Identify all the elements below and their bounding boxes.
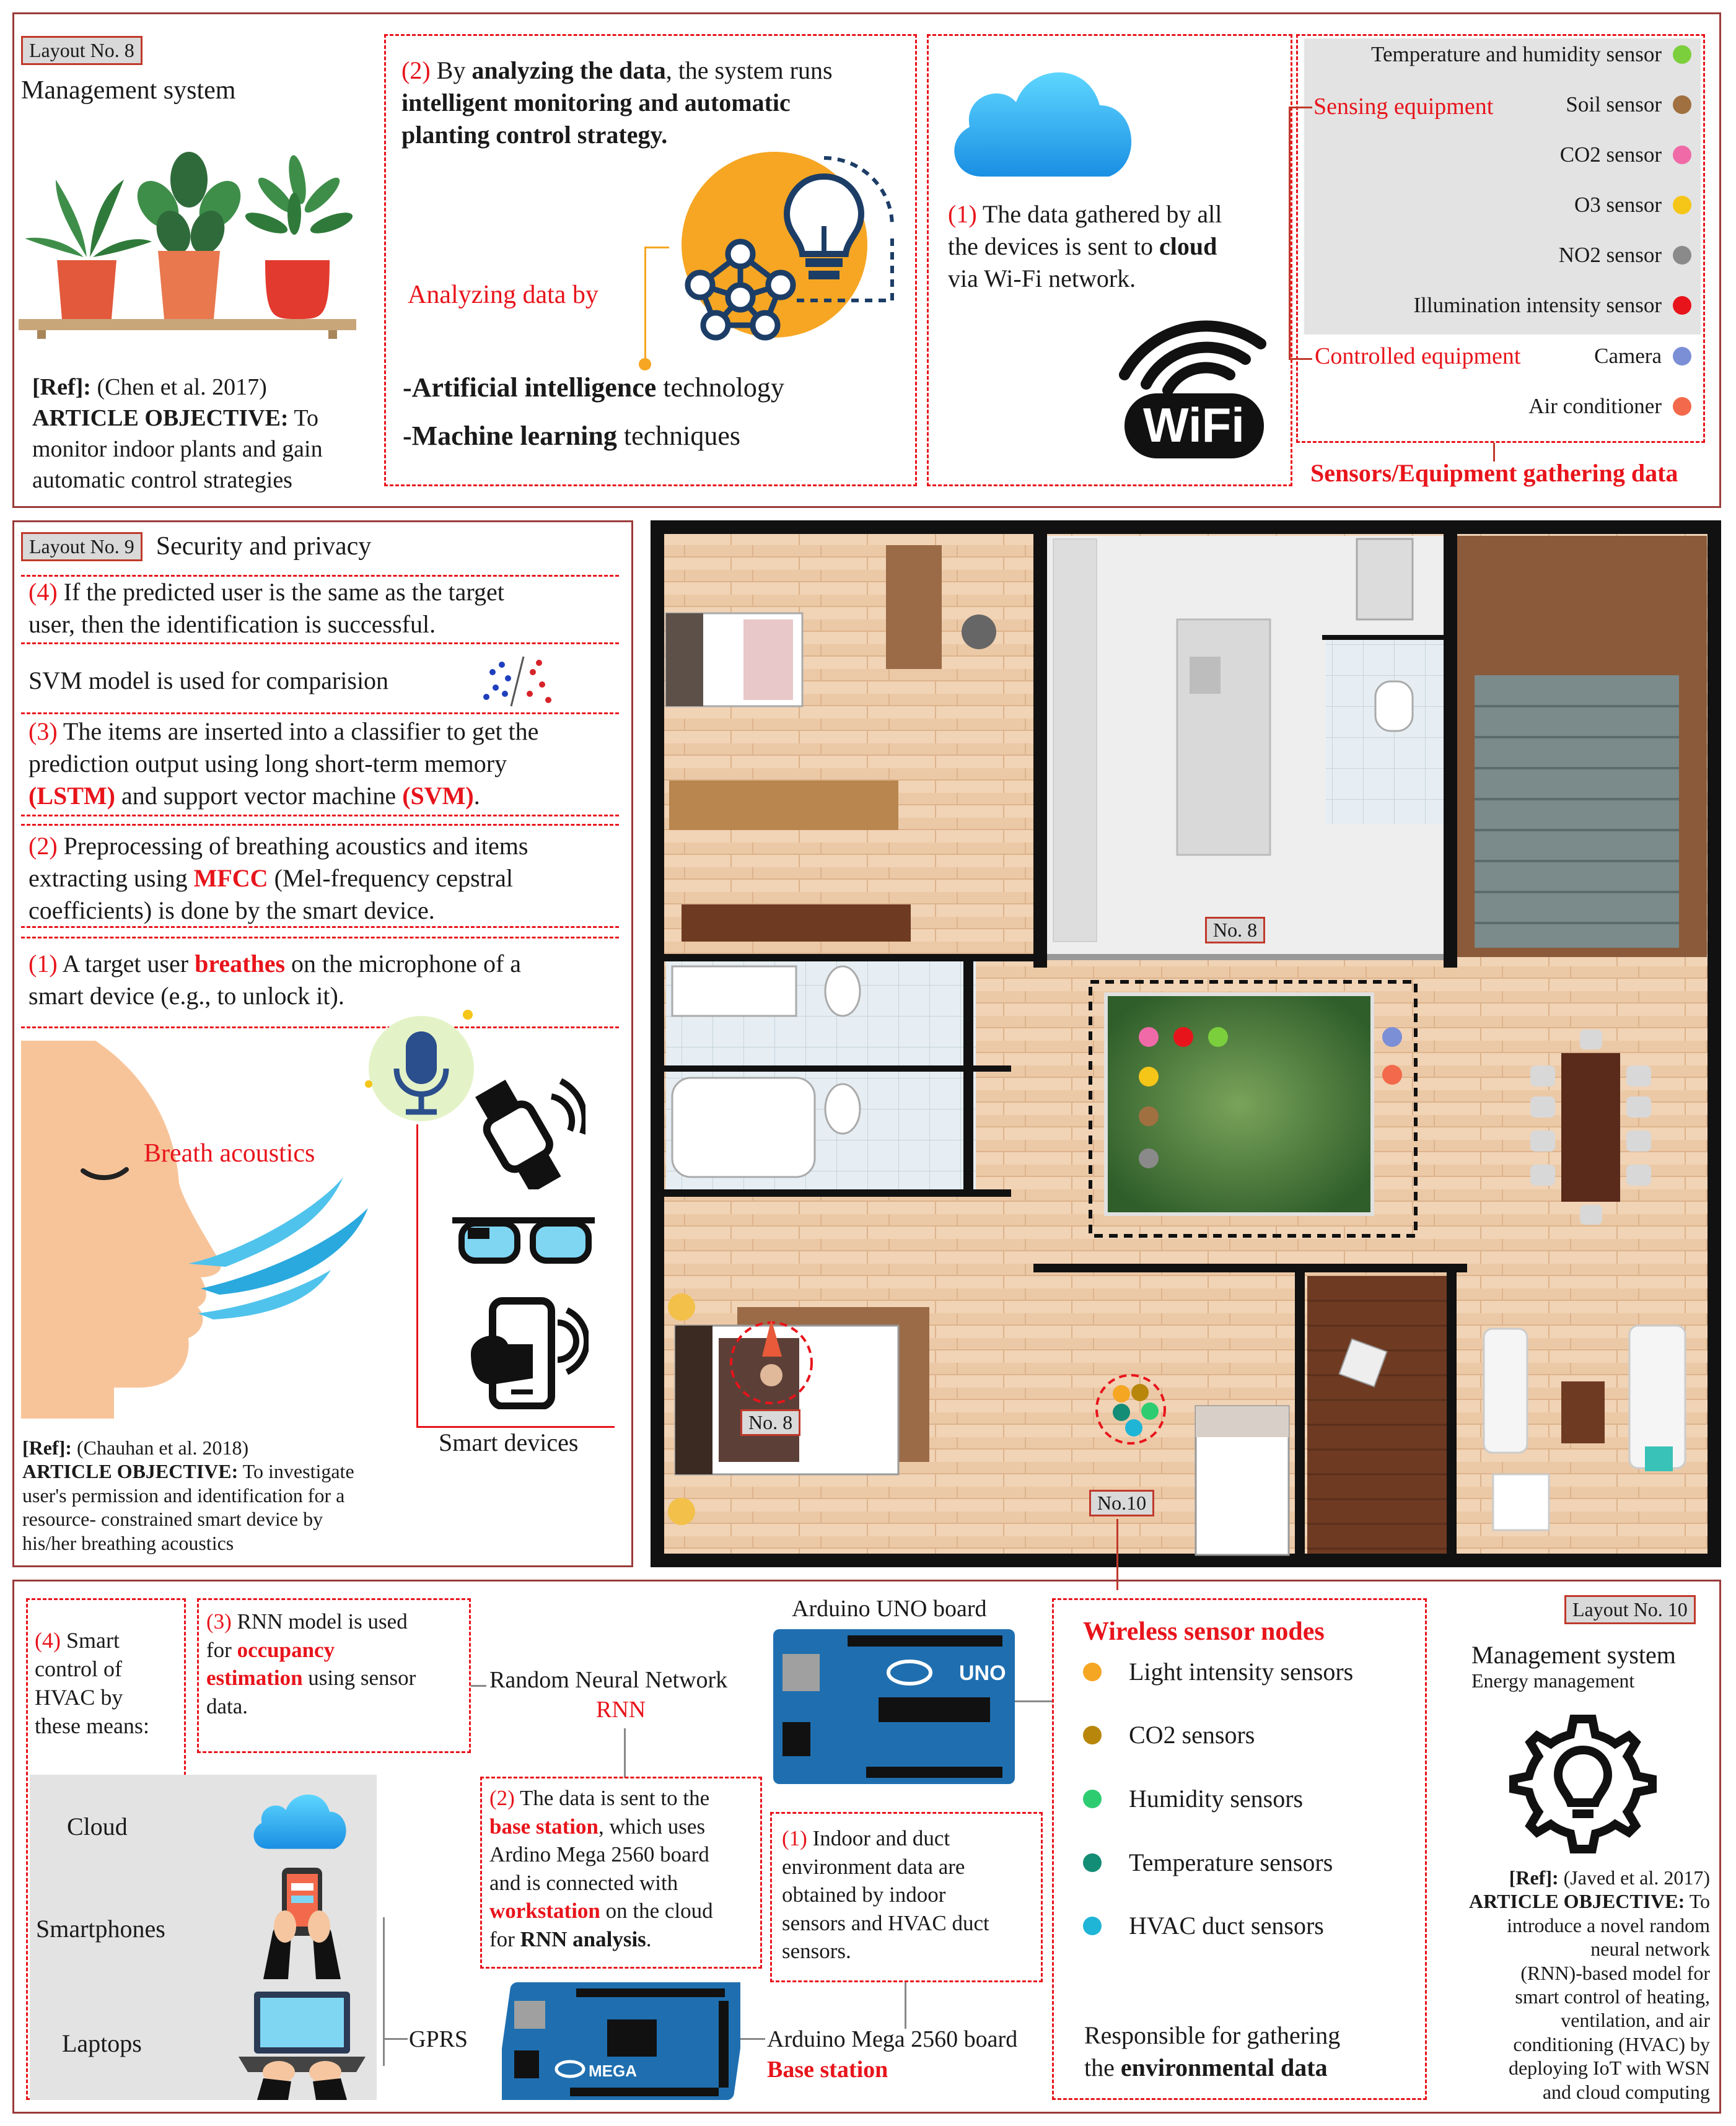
- layout10-s1-c: obtained by indoor: [782, 1883, 946, 1907]
- floorplan-label-kitchen: No. 8: [1205, 917, 1265, 943]
- base-station-label: Base station: [767, 2057, 888, 2083]
- layout9-s2-c: coefficients) is done by the smart device.: [28, 896, 435, 924]
- layout8-step1: [948, 198, 1282, 295]
- chair-top: [962, 615, 996, 649]
- layout10-step4: [35, 1626, 149, 1740]
- face-illustration: [21, 1041, 393, 1425]
- layout10-ref: [1444, 1866, 1710, 2104]
- sensing-equipment-label: Sensing equipment: [1313, 94, 1494, 120]
- layout10-system-title: Management system: [1471, 1641, 1676, 1669]
- layout10-ref-text: (Javed et al. 2017): [1563, 1866, 1710, 1889]
- layout8-step1-num: (1): [948, 200, 977, 228]
- wsn-resp-env: environmental data: [1120, 2054, 1328, 2081]
- layout10-s2-b: , which uses: [598, 1814, 706, 1839]
- layout10-ref-label: [Ref]:: [1509, 1866, 1559, 1889]
- means-bracket: [383, 1917, 385, 2066]
- layout9-objective-b: user's permission and identification for a: [22, 1484, 345, 1507]
- layout10-s3-occupancy: occupancy: [237, 1637, 335, 1662]
- bathtub: [672, 1078, 815, 1177]
- toilet-2: [825, 1084, 860, 1134]
- tech-1-bold: -Artificial intelligence: [403, 372, 657, 403]
- layout9-s1-breathes: breathes: [195, 950, 286, 978]
- connector-analyzing-h: [644, 247, 669, 248]
- layout9-s3-b: prediction output using long short-term memory: [28, 750, 507, 777]
- breath-acoustics-label: Breath acoustics: [144, 1139, 315, 1168]
- pot-3: [265, 260, 330, 319]
- sensors-bracket: [1289, 107, 1291, 359]
- node-dot-humidity: [1141, 1402, 1159, 1420]
- wsn-name-2: CO2 sensors: [1129, 1721, 1255, 1749]
- wardrobe: [669, 781, 898, 830]
- layout9-s2-b1: extracting using: [28, 864, 194, 892]
- sensor-row-5: [1559, 243, 1691, 268]
- wsn-name-1: Light intensity sensors: [1129, 1658, 1354, 1686]
- gprs-label: GPRS: [409, 2026, 468, 2052]
- layout10-objective-d: (RNN)-based model for: [1520, 1961, 1710, 1984]
- dark-wood-room: [1307, 1276, 1456, 1555]
- layout8-step2-a: By: [436, 56, 472, 84]
- node-dot-temperature: [1113, 1404, 1130, 1421]
- sensor-name-1: Temperature and humidity sensor: [1371, 42, 1662, 66]
- plants-illustration: [19, 142, 366, 341]
- tech-2: [403, 420, 740, 452]
- layout9-s1-num: (1): [28, 950, 58, 978]
- layout10-system-sub: Energy management: [1471, 1669, 1635, 1692]
- sensor-name-6: Illumination intensity sensor: [1413, 293, 1662, 317]
- sensors-bracket-bottom: [1289, 358, 1312, 360]
- layout10-s1-num: (1): [782, 1826, 807, 1850]
- layout9-ref-text: (Chauhan et al. 2018): [76, 1437, 249, 1459]
- svm-text: SVM model is used for comparision: [28, 667, 389, 694]
- sensor-row-1: [1371, 42, 1691, 67]
- layout9-s2-num: (2): [28, 832, 58, 860]
- uno-label: Arduino UNO board: [792, 1596, 987, 1622]
- layout10-s1-d: sensors and HVAC duct: [782, 1910, 989, 1935]
- layout9-s1-a1: A target user: [62, 950, 195, 978]
- smartphone-hands-icon: [245, 1865, 359, 1979]
- layout10-s2-e: on the cloud: [600, 1899, 713, 1923]
- layout10-step1: [782, 1824, 1042, 1966]
- gear-bulb-icon: [1509, 1710, 1657, 1858]
- mega-label-text: Arduino Mega 2560 board: [767, 2026, 1018, 2052]
- desk: [886, 545, 942, 669]
- garden-dot-soil: [1139, 1106, 1159, 1126]
- gprs-connector: [383, 2038, 408, 2040]
- uno-chip-text: UNO: [959, 1661, 1006, 1685]
- layout8-ref: [32, 372, 379, 496]
- controlled-name-1: Camera: [1594, 344, 1662, 368]
- layout8-objective-b: monitor indoor plants and gain: [32, 436, 323, 463]
- smartwatch-icon: [462, 1072, 585, 1189]
- wsn-row-2: [1083, 1720, 1255, 1749]
- smartphone-icon: [458, 1285, 589, 1409]
- svm-scatter-icon: [477, 654, 558, 709]
- toilet-room-toilet: [1375, 681, 1413, 731]
- layout10-objective-a: To: [1689, 1890, 1710, 1913]
- layout9-s3-lstm: (LSTM): [28, 782, 115, 810]
- controlled-row-1: [1594, 344, 1691, 369]
- wsn-name-3: Humidity sensors: [1129, 1785, 1304, 1813]
- wsn-dot-1: [1083, 1663, 1102, 1681]
- layout10-objective-g: conditioning (HVAC) by: [1513, 2032, 1710, 2055]
- layout8-step1-cloud: cloud: [1159, 232, 1217, 260]
- layout9-objective-c: resource- constrained smart device by: [22, 1508, 323, 1531]
- garden-dot-temp-humidity: [1208, 1027, 1228, 1047]
- gathering-data-label: Sensors/Equipment gathering data: [1310, 459, 1678, 487]
- controlled-equipment-label: Controlled equipment: [1315, 343, 1521, 369]
- tech-2-bold: -Machine learning: [403, 421, 617, 451]
- wsn-row-5: [1083, 1911, 1324, 1940]
- layout10-s4-d: these means:: [35, 1713, 149, 1739]
- arduino-uno-board: [773, 1629, 1015, 1784]
- controlled-name-2: Air conditioner: [1528, 394, 1662, 418]
- mega-chip-text: MEGA: [589, 2062, 637, 2080]
- sensors-bracket-top: [1289, 107, 1312, 108]
- layout10-s2-f2: RNN analysis: [520, 1927, 646, 1951]
- layout9-step4: [28, 576, 623, 641]
- layout9-objective-a: To investigate: [242, 1460, 354, 1483]
- layout9-step2: [28, 830, 623, 927]
- layout10-objective-i: and cloud computing: [1542, 2080, 1710, 2103]
- sensor-name-4: O3 sensor: [1574, 193, 1662, 217]
- layout9-s4-num: (4): [28, 578, 58, 606]
- layout9-s2-a: Preprocessing of breathing acoustics and items: [63, 832, 528, 860]
- layout8-step2-num: (2): [401, 56, 431, 84]
- kitchen-island: [1177, 619, 1270, 855]
- sensor-name-5: NO2 sensor: [1558, 243, 1662, 267]
- pot-2: [158, 251, 220, 319]
- mega-connector-h: [740, 2038, 765, 2040]
- controlled-dot-2: [1673, 397, 1691, 416]
- shelf: [19, 319, 356, 330]
- tech-2-rest: techniques: [616, 421, 741, 451]
- layout10-step2: [489, 1784, 762, 1953]
- layout8-ref-label: [Ref]:: [32, 374, 91, 400]
- layout8-step2: [401, 55, 910, 151]
- layout9-s3-num: (3): [28, 717, 58, 745]
- layout9-s2-b2: (Mel-frequency cepstral: [268, 864, 513, 892]
- node-dot-co2: [1131, 1384, 1149, 1401]
- sensor-dot-2: [1673, 95, 1691, 114]
- sofa-left: [1484, 1329, 1527, 1453]
- layout8-system-title: Management system: [21, 76, 236, 105]
- node-dot-light: [1113, 1385, 1130, 1402]
- wsn-name-4: Temperature sensors: [1129, 1848, 1333, 1876]
- tech-1-rest: technology: [656, 372, 784, 403]
- layout8-step2-b: analyzing the data: [471, 56, 666, 84]
- connector-analyzing-v: [644, 247, 646, 364]
- node-dot-hvac: [1125, 1419, 1142, 1437]
- laptop-icon: [232, 1985, 372, 2100]
- layout10-tag: Layout No. 10: [1564, 1595, 1696, 1624]
- layout9-s1-a2: on the microphone of a: [285, 950, 522, 978]
- wsn-title: Wireless sensor nodes: [1083, 1617, 1325, 1646]
- sensor-dot-1: [1673, 45, 1691, 64]
- layout10-s2-num: (2): [489, 1786, 515, 1810]
- pot-1: [57, 260, 116, 319]
- layout10-s3-b1: for: [206, 1637, 237, 1662]
- garden-dot-o3: [1139, 1067, 1159, 1087]
- cloud-small-icon: [239, 1781, 362, 1855]
- layout8-step2-line3: planting control strategy.: [401, 121, 668, 149]
- layout10-step3: [206, 1608, 467, 1720]
- floor-plan: [651, 520, 1721, 1567]
- sensor-dot-4: [1673, 196, 1691, 214]
- layout9-ref: [22, 1436, 419, 1555]
- layout10-s3-estimation: estimation: [206, 1666, 303, 1690]
- layout10-s2-f1: for: [489, 1927, 520, 1951]
- wifi-icon: [1112, 307, 1273, 468]
- garden-dot-illumination: [1173, 1027, 1193, 1047]
- layout8-tag: Layout No. 8: [21, 36, 142, 65]
- cloud-icon: [939, 46, 1149, 189]
- layout10-s1-e: sensors.: [782, 1939, 851, 1963]
- layout10-s4-num: (4): [35, 1628, 61, 1653]
- plant-1-leaves: [25, 180, 152, 257]
- layout10-s2-c: Ardino Mega 2560 board: [489, 1842, 709, 1866]
- garden-dot-camera: [1382, 1027, 1402, 1047]
- layout10-s3-num: (3): [206, 1609, 232, 1634]
- layout10-s4-b: control of: [35, 1656, 122, 1682]
- smart-devices-label: Smart devices: [439, 1428, 579, 1456]
- rnn-connector-left: [471, 1685, 486, 1687]
- layout8-objective-a: To: [294, 405, 318, 432]
- arduino-mega-board: [502, 1982, 740, 2100]
- rnn-connector-down: [624, 1728, 626, 1778]
- toilet-1: [825, 966, 860, 1016]
- layout10-s2-a: The data is sent to the: [519, 1786, 710, 1810]
- layout9-s2-mfcc: MFCC: [193, 864, 268, 892]
- layout9-ref-label: [Ref]:: [22, 1437, 72, 1459]
- floorplan-label-no10: No.10: [1089, 1490, 1154, 1516]
- layout9-s3-svm: (SVM): [402, 782, 474, 810]
- wsn-resp-a: Responsible for gathering: [1084, 2021, 1341, 2049]
- layout9-s3-c: and support vector machine: [115, 782, 403, 810]
- floorplan-label-bedroom: No. 8: [740, 1409, 800, 1436]
- layout9-objective-label: ARTICLE OBJECTIVE:: [22, 1460, 239, 1483]
- sensor-dot-3: [1673, 146, 1691, 164]
- means-laptops: Laptops: [62, 2029, 142, 2057]
- sensor-dot-6: [1673, 296, 1691, 315]
- layout9-step3: [28, 715, 623, 812]
- wsn-responsibility: [1084, 2019, 1340, 2084]
- layout10-s3-d: data.: [206, 1694, 248, 1718]
- bathroom-counter: [672, 966, 796, 1016]
- ai-network-icon: [638, 139, 911, 350]
- layout10-s2-work: workstation: [489, 1899, 600, 1923]
- tech-1: [403, 372, 784, 403]
- garden-dot-co2: [1139, 1027, 1159, 1047]
- layout8-objective-c: automatic control strategies: [32, 467, 292, 494]
- layout8-step1-a: The data gathered by all: [982, 200, 1222, 228]
- uno-to-wsn: [1015, 1700, 1052, 1702]
- layout9-s4-a: If the predicted user is the same as the target: [63, 578, 504, 606]
- layout10-s3-c: using sensor: [302, 1666, 416, 1690]
- mega-label: [767, 2024, 1017, 2086]
- wsn-dot-4: [1083, 1853, 1102, 1872]
- layout8-step1-b: the devices is sent to: [948, 232, 1160, 260]
- wsn-row-1: [1083, 1657, 1353, 1686]
- layout10-objective-h: deploying IoT with WSN: [1508, 2057, 1710, 2080]
- wifi-text: WiFi: [1143, 398, 1245, 452]
- devices-bracket-v: [416, 1124, 418, 1428]
- layout10-objective-b: introduce a novel random: [1507, 1914, 1710, 1936]
- layout8-objective-label: ARTICLE OBJECTIVE:: [32, 405, 289, 432]
- layout10-s4-a: Smart: [66, 1628, 120, 1653]
- sensor-dot-5: [1673, 246, 1691, 265]
- connector-dot: [639, 358, 651, 370]
- layout8-step1-c: via Wi-Fi network.: [948, 265, 1136, 292]
- sensor-row-4: [1574, 193, 1691, 217]
- layout9-title: Security and privacy: [156, 532, 372, 561]
- layout10-s1-a: Indoor and duct: [812, 1826, 950, 1850]
- armchair: [1493, 1474, 1549, 1530]
- wsn-row-4: [1083, 1848, 1333, 1877]
- sensor-row-2: [1566, 92, 1691, 117]
- sensor-name-3: CO2 sensor: [1559, 142, 1662, 167]
- toilet-room-floor: [1326, 638, 1444, 824]
- smart-glasses-icon: [446, 1208, 601, 1276]
- rnn-title: Random Neural Network: [489, 1667, 728, 1693]
- shelf-bottom: [682, 904, 911, 942]
- layout10-objective-c: neural network: [1590, 1938, 1710, 1961]
- layout9-objective-d: his/her breathing acoustics: [22, 1531, 234, 1554]
- layout10-s2-base: base station: [489, 1814, 598, 1839]
- coffee-table: [1561, 1381, 1605, 1443]
- mega-connector-v: [905, 1982, 906, 2029]
- garden-dot-air-conditioner: [1382, 1065, 1402, 1085]
- layout10-s2-f3: .: [646, 1927, 652, 1951]
- layout10-s3-a: RNN model is used: [237, 1609, 408, 1634]
- layout9-header: [21, 532, 371, 561]
- layout9-s3-a: The items are inserted into a classifier to get the: [63, 717, 539, 745]
- layout8-ref-text: (Chen et al. 2017): [97, 374, 267, 400]
- wsn-dot-5: [1083, 1917, 1102, 1935]
- layout9-step1: [28, 948, 623, 1012]
- sensor-row-3: [1560, 142, 1691, 167]
- layout10-s4-c: HVAC by: [35, 1685, 123, 1710]
- layout8-step2-c: , the system runs: [665, 56, 833, 84]
- layout10-s2-d: and is connected with: [489, 1870, 678, 1895]
- stove: [1357, 539, 1413, 619]
- rnn-abbr: RNN: [596, 1697, 646, 1723]
- sensor-row-6: [1413, 293, 1691, 318]
- means-smartphones: Smartphones: [36, 1915, 165, 1943]
- layout9-tag: Layout No. 9: [21, 532, 142, 561]
- wsn-name-5: HVAC duct sensors: [1129, 1912, 1324, 1940]
- wsn-resp-b: the: [1084, 2054, 1121, 2081]
- layout10-objective-f: ventilation, and air: [1561, 2009, 1710, 2032]
- means-cloud: Cloud: [67, 1813, 128, 1840]
- layout9-s3-d: .: [473, 782, 480, 810]
- layout10-s1-b: environment data are: [782, 1854, 965, 1879]
- dining-table: [1561, 1053, 1620, 1202]
- layout10-objective-label: ARTICLE OBJECTIVE:: [1468, 1890, 1685, 1913]
- sensing-rows: [1304, 42, 1691, 333]
- wsn-row-3: [1083, 1784, 1303, 1813]
- sensor-name-2: Soil sensor: [1566, 92, 1662, 116]
- layout8-step2-line2: intelligent monitoring and automatic: [401, 89, 791, 116]
- wsn-dot-3: [1083, 1790, 1102, 1808]
- layout9-s4-b: user, then the identification is successful.: [28, 610, 436, 638]
- garden-dot-no2: [1139, 1148, 1159, 1168]
- wsn-dot-2: [1083, 1726, 1102, 1744]
- controlled-row-2: [1528, 394, 1691, 419]
- analyzing-label: Analyzing data by: [408, 281, 598, 309]
- garden: [1106, 994, 1372, 1214]
- layout10-objective-e: smart control of heating,: [1515, 1985, 1710, 2008]
- controlled-dot-1: [1673, 347, 1691, 365]
- kitchen-counter-left: [1053, 539, 1097, 942]
- layout9-s1-b: smart device (e.g., to unlock it).: [28, 982, 344, 1010]
- plant-3-leaves: [243, 154, 355, 238]
